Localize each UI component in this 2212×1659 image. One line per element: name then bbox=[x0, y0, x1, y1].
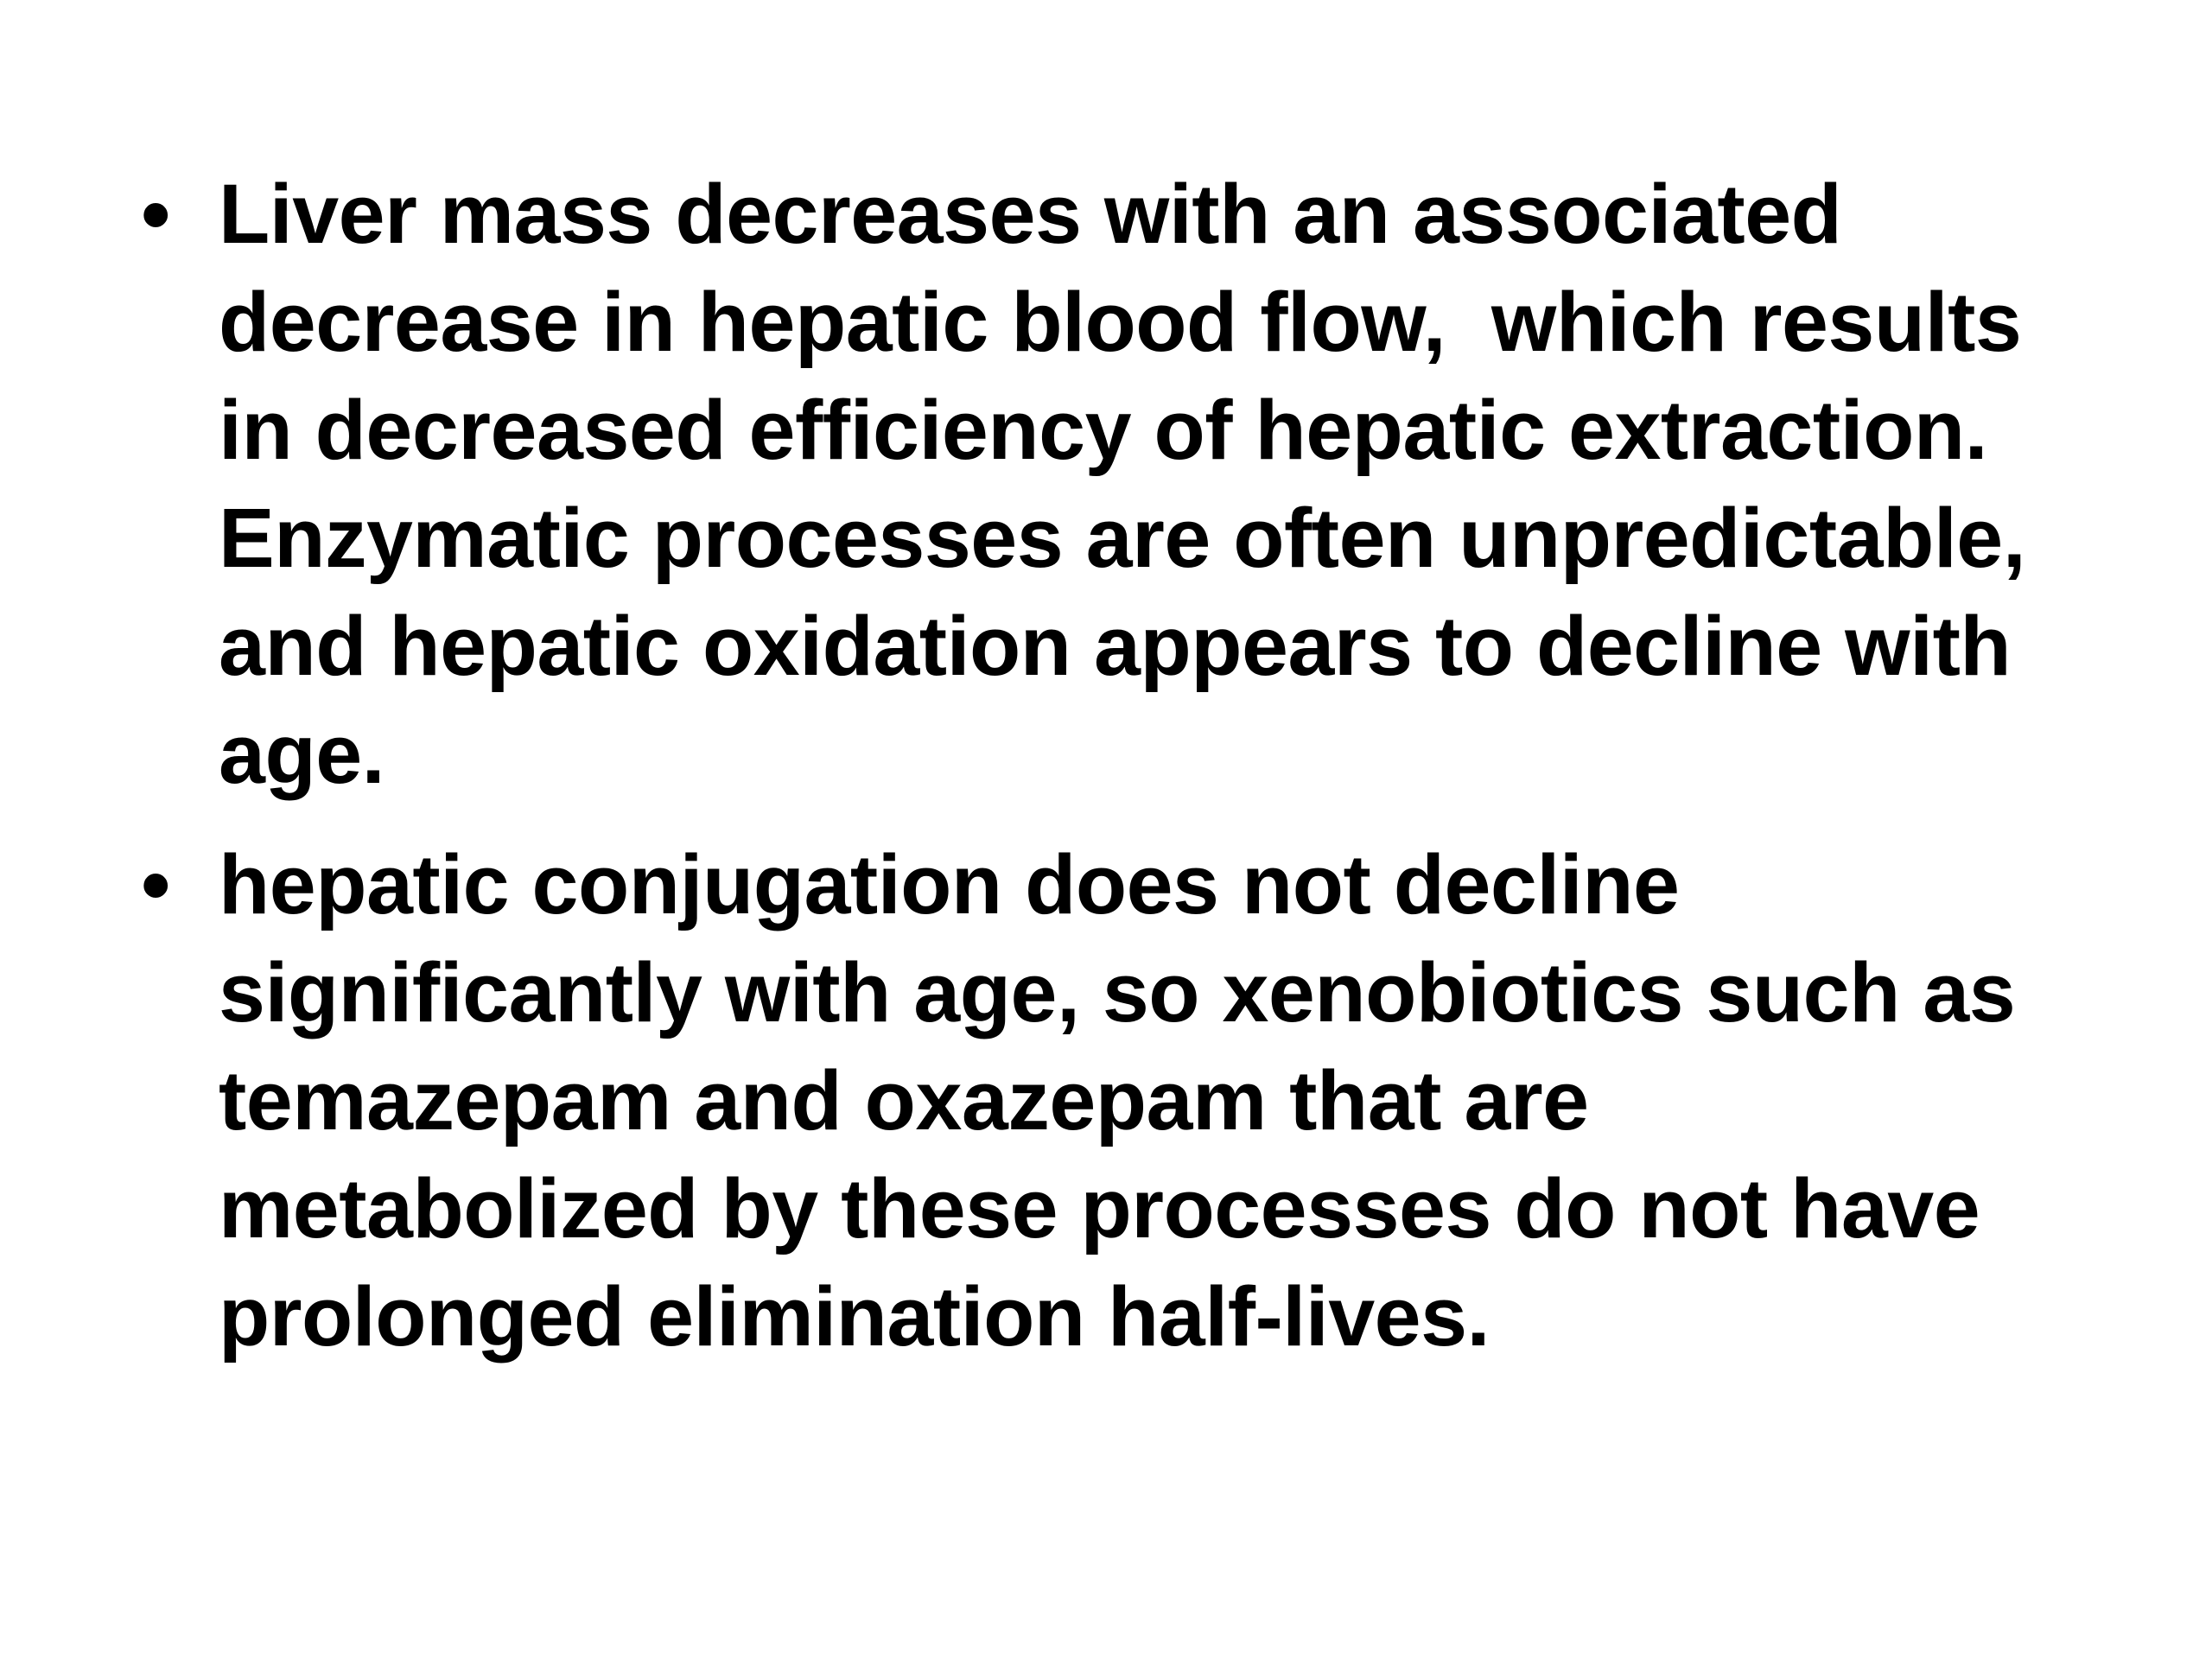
bullet-text-line: decrease in hepatic blood flow, which results bbox=[219, 275, 2022, 369]
bullet-text-line: temazepam and oxazepam that are bbox=[219, 1053, 1589, 1147]
bullet-text-line: Enzymatic processes are often unpredictable, bbox=[219, 491, 2026, 585]
bullet-text-line: in decreased efficiency of hepatic extraction. bbox=[219, 383, 1988, 477]
bullet-item-liver-mass bbox=[130, 160, 2117, 808]
bullet-text-line: significantly with age, so xenobiotics such as bbox=[219, 945, 2016, 1039]
bullet-text-line: metabolized by these processes do not have bbox=[219, 1161, 1980, 1255]
bullet-dot-icon: • bbox=[141, 837, 170, 931]
bullet-text-line: and hepatic oxidation appears to decline with bbox=[219, 599, 2012, 693]
bullet-text-line: Liver mass decreases with an associated bbox=[219, 167, 1842, 261]
bullet-text-line: prolonged elimination half-lives. bbox=[219, 1269, 1490, 1363]
bullet-item-hepatic-conjugation bbox=[130, 830, 2117, 1370]
bullet-list bbox=[130, 160, 2117, 1370]
bullet-text-line: age. bbox=[219, 707, 385, 801]
bullet-dot-icon: • bbox=[141, 167, 170, 261]
slide-body bbox=[130, 160, 2117, 1370]
bullet-text-line: hepatic conjugation does not decline bbox=[219, 837, 1680, 931]
